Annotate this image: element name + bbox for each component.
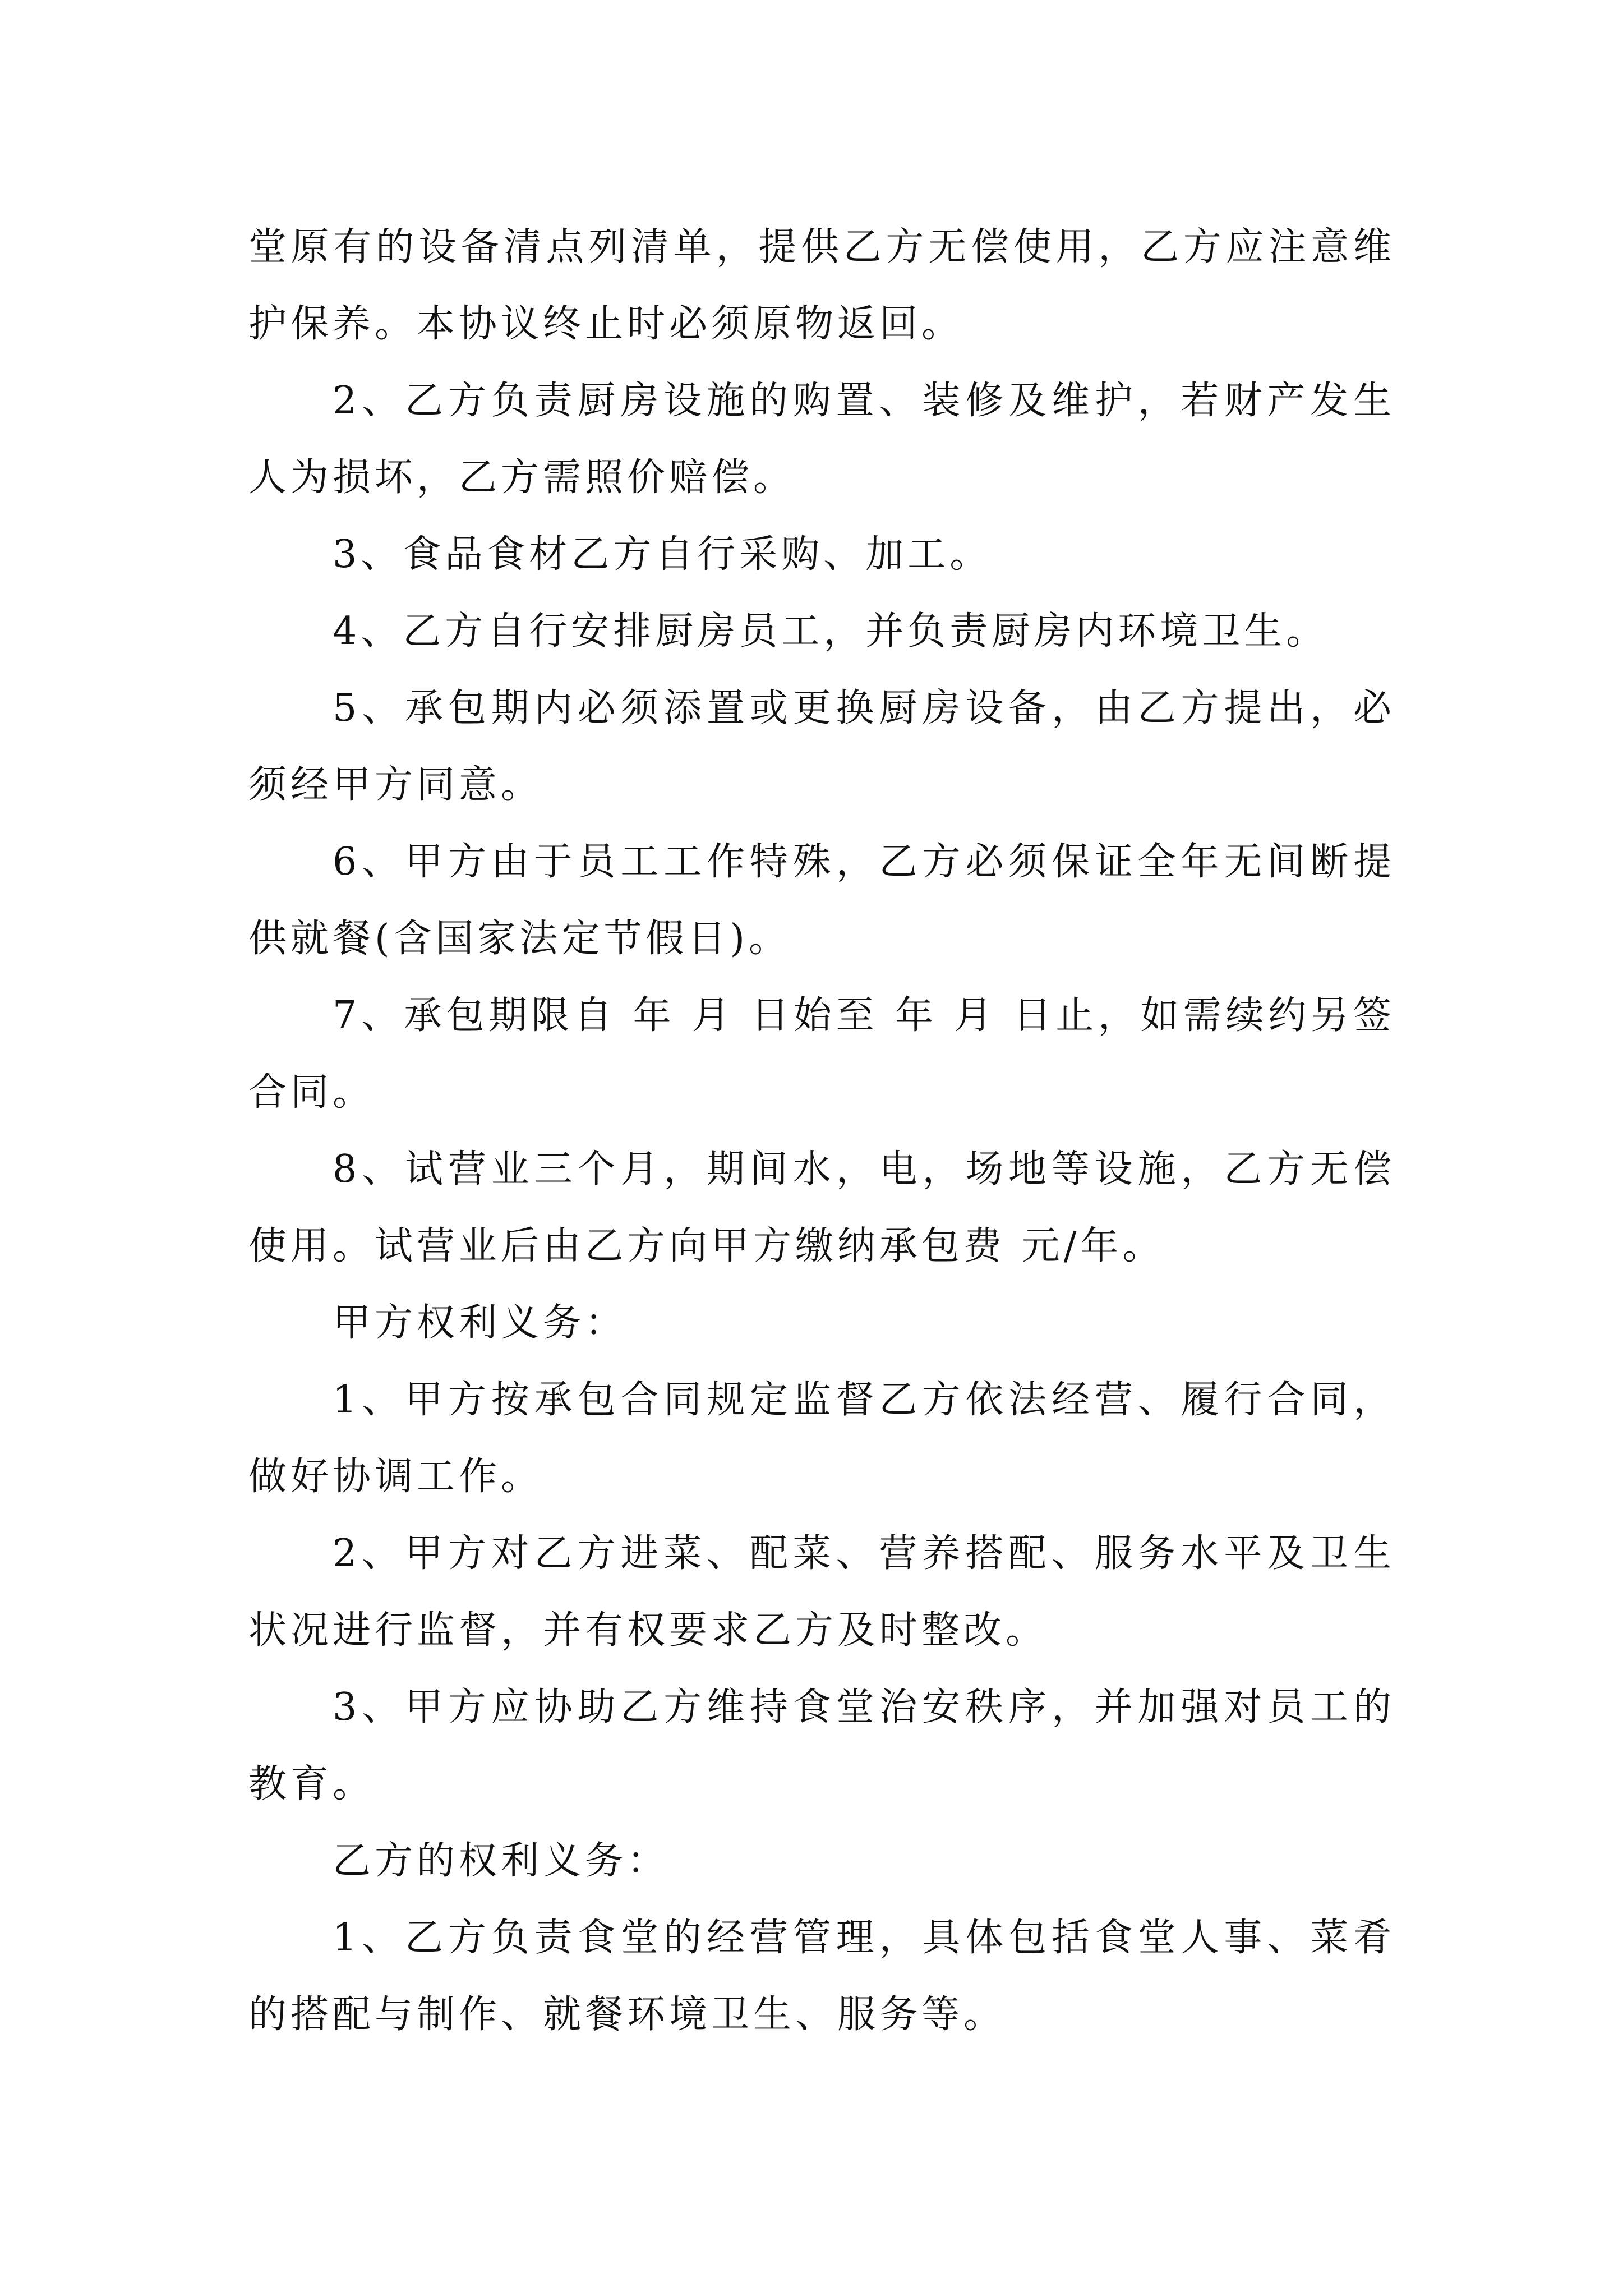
section-heading-party-a: 甲方权利义务： — [333, 1301, 628, 1345]
section-heading-party-b: 乙方的权利义务： — [333, 1839, 670, 1883]
paragraph-6: 6、甲方由于员工工作特殊，乙方必须保证全年无间断提供就餐(含国家法定节假日)。 — [248, 840, 1395, 961]
paragraph-12: 3、甲方应协助乙方维持食堂治安秩序，并加强对员工的教育。 — [248, 1685, 1395, 1806]
paragraph-7: 7、承包期限自 年 月 日始至 年 月 日止，如需续约另签合同。 — [248, 993, 1395, 1115]
paragraph-1: 堂原有的设备清点列清单，提供乙方无偿使用，乙方应注意维护保养。本协议终止时必须原物返回。 — [248, 225, 1395, 346]
paragraph-3: 3、食品食材乙方自行采购、加工。 — [333, 532, 992, 577]
paragraph-4: 4、乙方自行安排厨房员工，并负责厨房内环境卫生。 — [333, 609, 1329, 654]
paragraph-2: 2、乙方负责厨房设施的购置、装修及维护，若财产发生人为损坏，乙方需照价赔偿。 — [248, 379, 1395, 500]
paragraph-14: 1、乙方负责食堂的经营管理，具体包括食堂人事、菜肴的搭配与制作、就餐环境卫生、服务等。 — [248, 1916, 1395, 2037]
paragraph-11: 2、甲方对乙方进菜、配菜、营养搭配、服务水平及卫生状况进行监督，并有权要求乙方及时整改。 — [248, 1531, 1395, 1653]
paragraph-8: 8、试营业三个月，期间水，电，场地等设施，乙方无偿使用。试营业后由乙方向甲方缴纳承包费 元/年。 — [248, 1147, 1395, 1268]
document-body — [248, 209, 1395, 2053]
paragraph-10: 1、甲方按承包合同规定监督乙方依法经营、履行合同，做好协调工作。 — [248, 1378, 1395, 1499]
paragraph-5: 5、承包期内必须添置或更换厨房设备，由乙方提出，必须经甲方同意。 — [248, 686, 1395, 807]
